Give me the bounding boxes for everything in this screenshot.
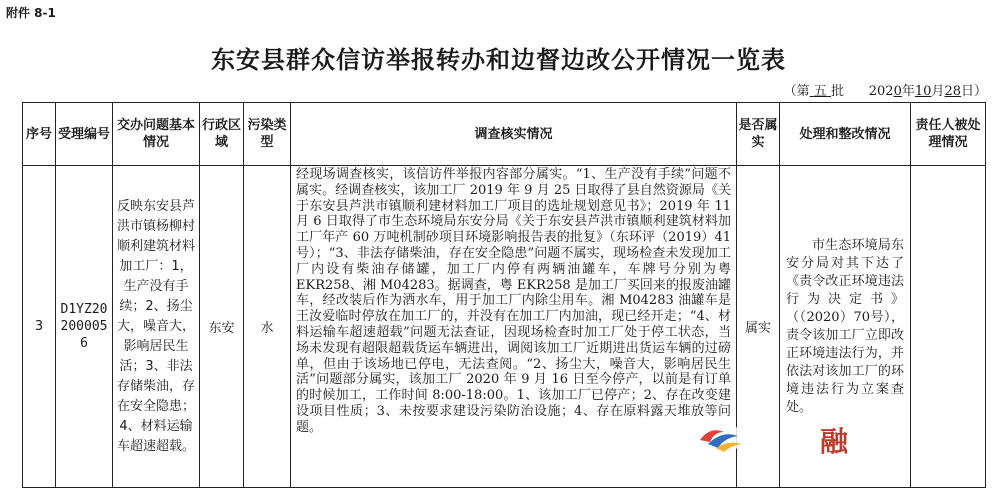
cell-pollution: 水 <box>244 166 291 488</box>
month-value: 10 <box>914 84 932 99</box>
batch-date-line: （第 五 批 2020年10月28日） <box>783 84 987 99</box>
header-seq: 序号 <box>23 103 56 166</box>
table-header-row <box>23 103 986 166</box>
header-problem: 交办问题基本情况 <box>113 103 200 166</box>
header-id: 受理编号 <box>56 103 113 166</box>
cell-id: D1YZ202000056 <box>56 166 113 488</box>
attachment-label: 附件 8-1 <box>6 6 56 20</box>
batch-number: 五 <box>813 84 827 99</box>
cell-problem: 反映东安县芦洪市镇杨柳村顺利建筑材料加工厂：1，生产没有手续；2、扬尘大，噪音大，影响居民生活；3、非法存储柴油，存在安全隐患；4、材料运输车超速超载。 <box>113 166 200 488</box>
cell-seq: 3 <box>23 166 56 488</box>
header-investigation: 调查核实情况 <box>291 103 737 166</box>
cell-area: 东安 <box>200 166 244 488</box>
header-area: 行政区域 <box>200 103 244 166</box>
header-responsible: 责任人被处理情况 <box>911 103 986 166</box>
cell-confirmed: 属实 <box>737 166 780 488</box>
cell-responsible <box>911 166 986 488</box>
cell-investigation: 经现场调查核实，该信访件举报内容部分属实。“1、生产没有手续”问题不属实。经调查核实，该加工厂 2019 年 9 月 25 日取得了县自然资源局《关于东安县芦洪市镇顺利建材料加工厂项目的选址规划意见书》；2019 年 11 月 6 日取得了市生态环境局东安分局《关于东安县芦洪市镇顺利建筑材料加工厂年产 60 万吨机制砂项目环境影响报告表的批复》（东环评（2019）41 号）；“3、非法存储柴油，存在安全隐患”问题不属实，现场检查未发现加工厂内设有柴油存储罐，加工厂内停有两辆油罐车，车牌号分别为粤 EKR258、湘 M04283。据调查，粤 EKR258 是加工厂买回来的报废油罐车，经改装后作为洒水车，用于加工厂内除尘用车。湘 M04283 油罐车是王汝爱临时停放在加工厂的，并没有在加工厂内加油，现已经开走；“4、材料运输车超速超载”问题无法查证，因现场检查时加工厂处于停工状态，当场未发现有超限超载货运车辆进出，调阅该加工厂近期进出货运车辆的过磅单，但由于该场地已停电，无法查阅。“2、扬尘大，噪音大，影响居民生活”问题部分属实，该加工厂 2020 年 9 月 16 日至今停产，以前是有订单的时候加工，工作时间 8:00-18:00。1、该加工厂已停产；2、存在改变建设项目性质；3、未按要求建设污染防治设施；4、存在原料露天堆放等问题。 <box>291 166 737 488</box>
cell-handling: 市生态环境局东安分局对其下达了《责令改正环境违法行为决定书》（（2020）70号），责令该加工厂立即改正环境违法行为，并依法对该加工厂的环境违法行为立案查处。 <box>780 166 911 488</box>
watermark-text: 融 <box>820 425 849 458</box>
header-confirmed: 是否属实 <box>737 103 780 166</box>
year-digit: 0 <box>893 84 902 99</box>
header-handling: 处理和整改情况 <box>780 103 911 166</box>
header-pollution: 污染类型 <box>244 103 291 166</box>
day-value: 28 <box>944 84 961 99</box>
watermark-logo-icon <box>690 418 750 458</box>
page-title: 东安县群众信访举报转办和边督边改公开情况一览表 <box>211 46 786 74</box>
